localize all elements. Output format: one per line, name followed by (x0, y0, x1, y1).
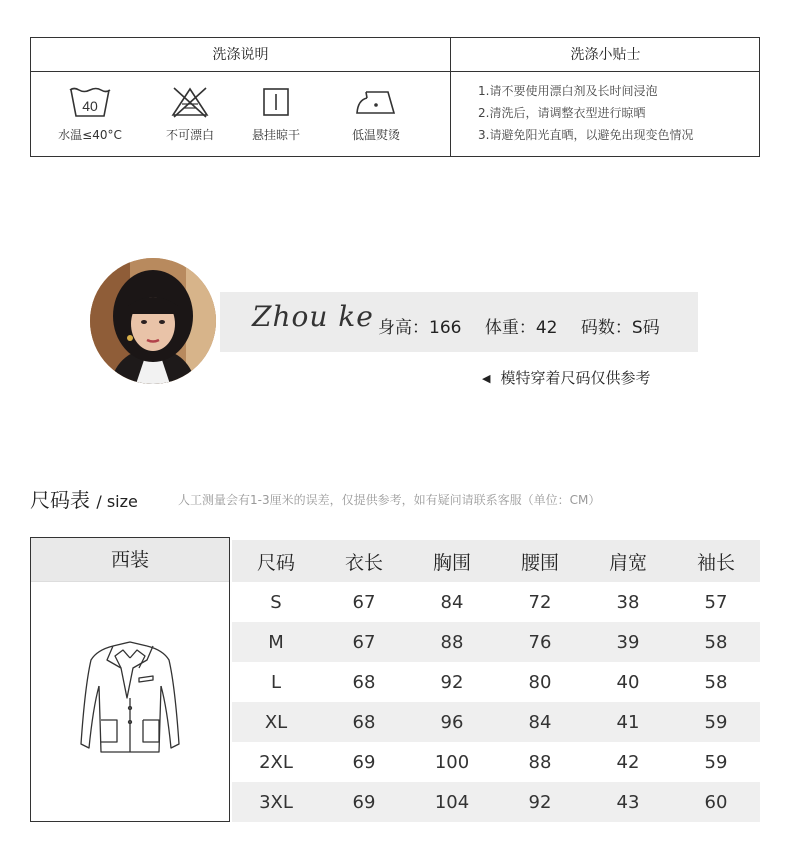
care-tip-3: 3.请避免阳光直晒，以避免出现变色情况 (478, 128, 694, 142)
care-tip-1: 1.请不要使用漂白剂及长时间浸泡 (478, 84, 658, 98)
table-row (232, 782, 760, 822)
triangle-left-icon: ◀ (482, 372, 491, 385)
table-cell: M (268, 631, 284, 653)
care-icons (31, 72, 451, 156)
table-cell: 60 (704, 791, 728, 813)
care-label-bleach: 不可漂白 (165, 128, 214, 142)
model-signature: Zhou ke (252, 300, 374, 333)
size-table-header (232, 540, 760, 582)
size-chart-title (30, 484, 138, 513)
table-cell: 72 (528, 591, 552, 613)
care-tip-2: 2.清洗后，请调整衣型进行晾晒 (478, 106, 646, 120)
table-cell: 59 (704, 711, 728, 733)
blazer-icon (77, 638, 183, 758)
wash-temp-badge: 40 (82, 98, 98, 114)
model-avatar (90, 258, 216, 384)
table-cell: 59 (704, 751, 728, 773)
care-header-right: 洗涤小贴士 (451, 38, 760, 72)
care-header-left: 洗涤说明 (31, 38, 451, 72)
table-cell: 84 (440, 591, 464, 613)
care-tips-list (478, 80, 693, 146)
care-label-dry: 悬挂晾干 (251, 128, 300, 142)
column-header-sleeve: 袖长 (696, 551, 735, 574)
table-cell: 39 (616, 631, 640, 653)
table-row (232, 702, 760, 742)
table-cell: 2XL (259, 751, 293, 773)
table-cell: 58 (704, 631, 728, 653)
table-cell: 80 (528, 671, 552, 693)
table-cell: 58 (704, 671, 728, 693)
table-cell: 68 (352, 711, 376, 733)
table-cell: 57 (704, 591, 728, 613)
table-cell: 69 (352, 791, 376, 813)
care-item-dry (231, 86, 321, 143)
table-cell: 42 (616, 751, 640, 773)
column-header-length: 衣长 (344, 551, 383, 574)
size-chart-title-text: 尺码表 (30, 488, 90, 512)
care-item-wash (45, 86, 135, 143)
table-row (232, 662, 760, 702)
model-note (482, 367, 650, 388)
table-cell: 68 (352, 671, 376, 693)
table-cell: 96 (440, 711, 464, 733)
model-stats (378, 313, 678, 338)
table-cell: 67 (352, 591, 376, 613)
no-bleach-icon (170, 86, 210, 118)
table-row (232, 742, 760, 782)
size-chart-note: 人工测量会有1-3厘米的误差，仅提供参考，如有疑问请联系客服（单位：CM） (178, 493, 601, 507)
model-size: 码数：S码 (580, 318, 660, 338)
table-cell: S (270, 591, 282, 613)
table-cell: 67 (352, 631, 376, 653)
model-weight: 体重：42 (484, 318, 558, 338)
table-cell: 88 (440, 631, 464, 653)
model-height: 身高：166 (378, 318, 462, 338)
table-row (232, 582, 760, 622)
table-cell: 43 (616, 791, 640, 813)
table-cell: 3XL (259, 791, 293, 813)
care-item-bleach (145, 86, 235, 143)
garment-box (30, 537, 230, 822)
table-cell: 88 (528, 751, 552, 773)
table-cell: XL (264, 711, 288, 733)
care-label-iron: 低温熨烫 (351, 128, 400, 142)
table-row (232, 622, 760, 662)
table-cell: 92 (528, 791, 552, 813)
table-cell: 100 (434, 751, 470, 773)
table-cell: L (270, 671, 282, 693)
table-cell: 76 (528, 631, 552, 653)
table-cell: 40 (616, 671, 640, 693)
low-iron-icon (354, 86, 398, 118)
table-cell: 92 (440, 671, 464, 693)
size-table (232, 540, 760, 822)
hang-dry-icon (260, 86, 292, 118)
table-cell: 69 (352, 751, 376, 773)
table-cell: 104 (434, 791, 470, 813)
model-note-text: 模特穿着尺码仅供参考 (500, 369, 651, 387)
care-item-iron (331, 86, 421, 143)
column-header-chest: 胸围 (432, 551, 471, 574)
column-header-size: 尺码 (256, 551, 295, 574)
table-cell: 38 (616, 591, 640, 613)
wash-40-icon (68, 86, 112, 118)
care-label-wash: 水温≤40°C (58, 128, 122, 142)
column-header-shoulder: 肩宽 (608, 551, 647, 574)
size-chart-subtitle: / size (96, 492, 138, 511)
table-cell: 41 (616, 711, 640, 733)
garment-name: 西装 (31, 538, 229, 582)
table-cell: 84 (528, 711, 552, 733)
column-header-waist: 腰围 (520, 551, 559, 574)
